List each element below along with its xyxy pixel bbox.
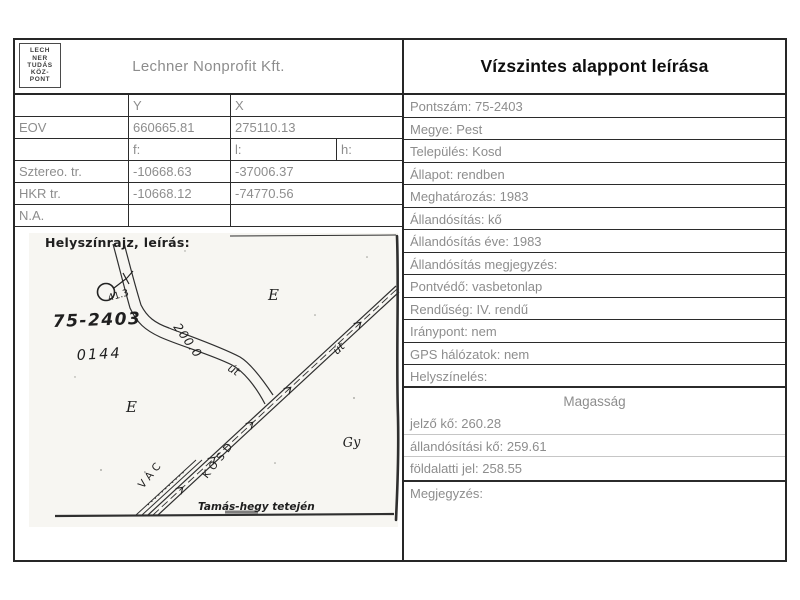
logo-line: PONT bbox=[29, 76, 51, 84]
table-row bbox=[15, 117, 402, 139]
coord-row-label: N.A. bbox=[15, 205, 129, 226]
table-row bbox=[15, 95, 402, 117]
coord-l-label: l: bbox=[231, 139, 337, 160]
megjegyzes-section: Megjegyzés: bbox=[410, 485, 483, 501]
field-megye: Megye: Pest bbox=[404, 118, 785, 141]
point-number-label: 75-2403 bbox=[52, 308, 142, 332]
sketch-caption: Tamás-hegy tetején bbox=[198, 501, 315, 513]
field-meghatarozas: Meghatározás: 1983 bbox=[404, 185, 785, 208]
table-row bbox=[15, 139, 402, 161]
coord-empty-cell bbox=[15, 139, 129, 160]
coord-col-header-y: Y bbox=[129, 95, 231, 116]
logo-line: NER bbox=[32, 54, 48, 62]
magassag-jelzo-ko: jelző kő: 260.28 bbox=[404, 412, 785, 435]
table-row bbox=[15, 205, 402, 227]
coord-empty-cell bbox=[231, 205, 402, 226]
direction-vac-label: VÁC bbox=[136, 457, 167, 491]
coord-value-x: -74770.56 bbox=[235, 186, 294, 201]
document-body bbox=[15, 95, 785, 560]
table-row bbox=[15, 161, 402, 183]
land-cover-e-lower: E bbox=[126, 398, 137, 416]
magassag-section bbox=[404, 388, 785, 482]
coord-empty-cell bbox=[129, 205, 231, 226]
sketch-title: Helyszínrajz, leírás: bbox=[45, 235, 190, 250]
coord-value-x: 275110.13 bbox=[235, 120, 296, 135]
road-label-ut-diagonal: út bbox=[330, 339, 348, 358]
sketch-drawing bbox=[15, 227, 402, 560]
page-title: Vízszintes alappont leírása bbox=[480, 56, 709, 76]
field-gps-halozatok: GPS hálózatok: nem bbox=[404, 343, 785, 366]
road-label-ut-curved: út bbox=[225, 361, 242, 379]
point-datasheet bbox=[13, 38, 787, 562]
coord-h-label: h: bbox=[341, 142, 352, 157]
field-helyszineles: Helyszínelés: bbox=[404, 365, 785, 388]
logo-line: TUDÁS bbox=[27, 61, 53, 69]
scan-paper bbox=[29, 233, 398, 527]
field-pontszam: Pontszám: 75-2403 bbox=[404, 95, 785, 118]
field-renduseg: Rendűség: IV. rendű bbox=[404, 298, 785, 321]
field-allandositas-eve: Állandósítás éve: 1983 bbox=[404, 230, 785, 253]
coordinate-table bbox=[15, 95, 402, 227]
road-distance-label: 200.0 bbox=[170, 320, 206, 361]
header-company-cell bbox=[15, 40, 404, 93]
coord-row-label: HKR tr. bbox=[15, 183, 129, 204]
land-cover-gy: Gy bbox=[342, 434, 361, 451]
left-column bbox=[15, 95, 404, 560]
magassag-allandositasi-ko: állandósítási kő: 259.61 bbox=[404, 435, 785, 458]
logo-line: KÖZ- bbox=[30, 69, 50, 77]
coord-row-label: EOV bbox=[15, 117, 129, 138]
parcel-number-label: 0144 bbox=[76, 345, 123, 364]
magassag-foldalatti-jel: földalatti jel: 258.55 bbox=[410, 461, 523, 477]
field-allandositas-megjegyzes: Állandósítás megjegyzés: bbox=[404, 253, 785, 276]
table-row bbox=[15, 183, 402, 205]
location-sketch bbox=[15, 227, 402, 560]
tie-distance-label: 41.3 bbox=[106, 287, 131, 304]
direction-kosd-label: KOSD bbox=[200, 438, 238, 481]
header-title-cell bbox=[404, 40, 785, 93]
field-allapot: Állapot: rendben bbox=[404, 163, 785, 186]
field-iranypont: Iránypont: nem bbox=[404, 320, 785, 343]
field-pontvedo: Pontvédő: vasbetonlap bbox=[404, 275, 785, 298]
land-cover-e-upper: E bbox=[268, 286, 279, 304]
document-header bbox=[15, 40, 785, 95]
logo-line: LECH bbox=[29, 47, 51, 55]
coord-value-y: -10668.12 bbox=[129, 183, 231, 204]
coord-value-y: 660665.81 bbox=[129, 117, 231, 138]
coord-f-label: f: bbox=[129, 139, 231, 160]
field-telepules: Település: Kosd bbox=[404, 140, 785, 163]
lechner-logo bbox=[19, 43, 61, 88]
right-column bbox=[404, 95, 785, 560]
coord-value-y: -10668.63 bbox=[129, 161, 231, 182]
field-allandositas: Állandósítás: kő bbox=[404, 208, 785, 231]
coord-col-header-x: X bbox=[235, 98, 244, 113]
magassag-title: Magasság bbox=[563, 393, 626, 409]
coord-corner-cell bbox=[15, 95, 129, 116]
coord-value-x: -37006.37 bbox=[235, 164, 294, 179]
coord-row-label: Sztereo. tr. bbox=[15, 161, 129, 182]
company-name: Lechner Nonprofit Kft. bbox=[132, 58, 285, 75]
